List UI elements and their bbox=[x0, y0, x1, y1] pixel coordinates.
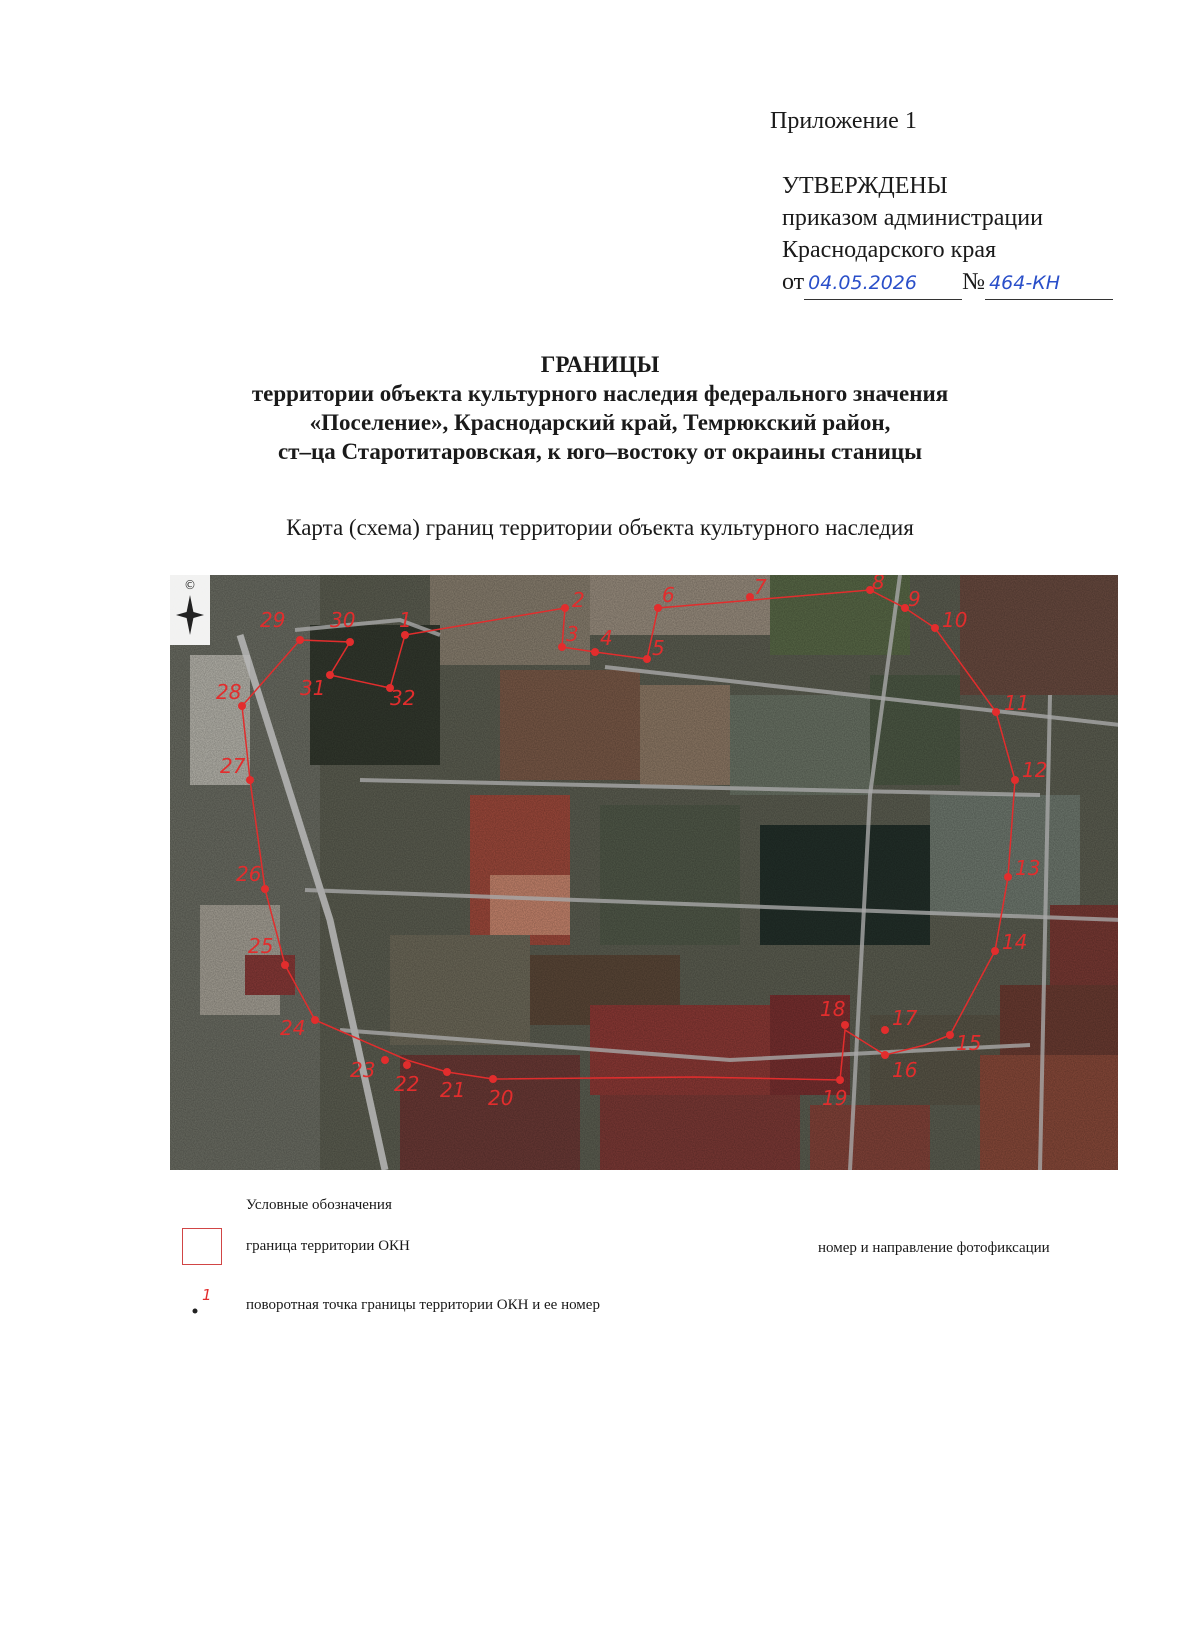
turning-point-23 bbox=[381, 1056, 389, 1064]
point-label-2: 2 bbox=[572, 588, 585, 612]
appendix-label: Приложение 1 bbox=[770, 108, 917, 134]
approved-heading: УТВЕРЖДЕНЫ bbox=[782, 173, 948, 199]
satellite-map bbox=[170, 575, 1118, 1170]
turning-point-13 bbox=[1004, 873, 1012, 881]
legend-point-number: 1 bbox=[202, 1286, 212, 1304]
turning-point-3 bbox=[558, 643, 566, 651]
point-label-24: 24 bbox=[280, 1016, 306, 1040]
point-label-14: 14 bbox=[1002, 930, 1028, 954]
point-label-6: 6 bbox=[662, 583, 675, 607]
turning-point-7 bbox=[746, 593, 754, 601]
point-label-12: 12 bbox=[1022, 758, 1048, 782]
order-number: 464-КН bbox=[985, 267, 1113, 300]
compass-label: © bbox=[184, 578, 196, 592]
title-line-2: территории объекта культурного наследия федерального значения bbox=[251, 381, 949, 406]
point-label-26: 26 bbox=[236, 862, 262, 886]
turning-point-16 bbox=[881, 1051, 889, 1059]
turning-point-31 bbox=[326, 671, 334, 679]
turning-point-15 bbox=[946, 1031, 954, 1039]
point-label-13: 13 bbox=[1015, 856, 1041, 880]
title-line-3: «Поселение», Краснодарский край, Темрюкский район, bbox=[309, 410, 891, 435]
turning-point-26 bbox=[261, 885, 269, 893]
turning-point-22 bbox=[403, 1061, 411, 1069]
point-label-16: 16 bbox=[892, 1058, 918, 1082]
turning-point-27 bbox=[246, 776, 254, 784]
point-label-18: 18 bbox=[820, 997, 846, 1021]
turning-point-18 bbox=[841, 1021, 849, 1029]
approval-block bbox=[782, 170, 1113, 300]
title-line-1: ГРАНИЦЫ bbox=[540, 352, 660, 377]
turning-point-30 bbox=[346, 638, 354, 646]
point-label-15: 15 bbox=[956, 1031, 982, 1055]
turning-point-20 bbox=[489, 1075, 497, 1083]
legend-boundary-swatch bbox=[182, 1228, 222, 1265]
point-label-30: 30 bbox=[330, 608, 356, 632]
order-line-2: Краснодарского края bbox=[782, 237, 997, 263]
number-prefix: № bbox=[962, 269, 986, 295]
point-label-31: 31 bbox=[300, 676, 326, 700]
turning-point-25 bbox=[281, 961, 289, 969]
turning-point-21 bbox=[443, 1068, 451, 1076]
turning-point-19 bbox=[836, 1076, 844, 1084]
point-label-21: 21 bbox=[440, 1078, 466, 1102]
legend-boundary-label: граница территории ОКН bbox=[246, 1238, 410, 1254]
turning-point-2 bbox=[561, 604, 569, 612]
turning-point-24 bbox=[311, 1016, 319, 1024]
date-prefix: от bbox=[782, 269, 805, 295]
point-label-7: 7 bbox=[754, 575, 767, 599]
compass-icon bbox=[170, 575, 210, 645]
turning-point-4 bbox=[591, 648, 599, 656]
turning-point-11 bbox=[992, 708, 1000, 716]
point-label-28: 28 bbox=[216, 680, 242, 704]
legend-point-label: поворотная точка границы территории ОКН и ее номер bbox=[246, 1297, 600, 1313]
point-label-4: 4 bbox=[600, 626, 613, 650]
point-label-3: 3 bbox=[566, 622, 579, 646]
order-date-line bbox=[782, 266, 1113, 300]
legend-point-icon bbox=[190, 1286, 216, 1316]
legend-title: Условные обозначения bbox=[246, 1197, 392, 1213]
point-label-19: 19 bbox=[822, 1086, 848, 1110]
point-label-32: 32 bbox=[390, 686, 416, 710]
point-label-23: 23 bbox=[350, 1058, 376, 1082]
turning-point-17 bbox=[881, 1026, 889, 1034]
point-label-9: 9 bbox=[908, 587, 921, 611]
point-label-11: 11 bbox=[1004, 691, 1030, 715]
point-label-25: 25 bbox=[248, 934, 274, 958]
turning-point-12 bbox=[1011, 776, 1019, 784]
point-label-27: 27 bbox=[220, 754, 246, 778]
legend-photo-label: номер и направление фотофиксации bbox=[818, 1240, 1050, 1256]
document-title bbox=[0, 350, 1200, 466]
turning-point-14 bbox=[991, 947, 999, 955]
turning-point-6 bbox=[654, 604, 662, 612]
point-label-8: 8 bbox=[872, 575, 885, 594]
turning-point-5 bbox=[643, 655, 651, 663]
point-label-5: 5 bbox=[652, 636, 665, 660]
point-label-20: 20 bbox=[488, 1086, 514, 1110]
title-line-4: ст–ца Старотитаровская, к юго–востоку от окраины станицы bbox=[277, 439, 923, 464]
map-subtitle: Карта (схема) границ территории объекта культурного наследия bbox=[286, 515, 914, 540]
point-label-17: 17 bbox=[892, 1006, 918, 1030]
order-line-1: приказом администрации bbox=[782, 205, 1043, 231]
point-label-22: 22 bbox=[394, 1072, 420, 1096]
point-label-10: 10 bbox=[942, 608, 968, 632]
point-label-1: 1 bbox=[399, 608, 412, 632]
turning-point-1 bbox=[401, 631, 409, 639]
turning-point-29 bbox=[296, 636, 304, 644]
turning-point-10 bbox=[931, 624, 939, 632]
point-label-29: 29 bbox=[260, 608, 286, 632]
order-date: 04.05.2026 bbox=[804, 267, 962, 300]
